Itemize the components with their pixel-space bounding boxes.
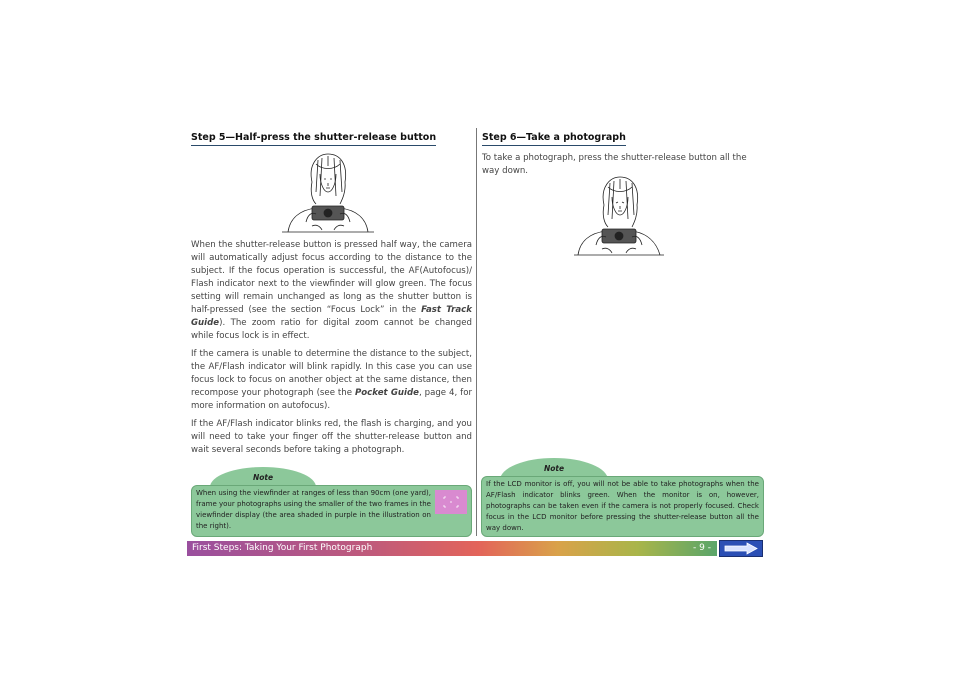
right-note-text: If the LCD monitor is off, you will not be able to take photographs when the AF/Flash indicator blinks green. When the monitor is on, however, photographs can be taken even if the camera is not properly focused. Check focus in the LCD monitor before pressing the shutter-release button all the way down. <box>486 480 759 532</box>
pocket-guide-ref: Pocket Guide <box>354 388 419 398</box>
right-note-label: Note <box>543 464 565 473</box>
right-arrow-icon <box>720 541 762 556</box>
step5-paragraph-2 <box>191 348 472 413</box>
step5-paragraph-1 <box>191 239 472 343</box>
left-note-text: When using the viewfinder at ranges of less than 90cm (one yard), frame your photographs using the smaller of the two frames in the viewfinder display (the area shaded in purple in the illustration on the right). <box>196 489 431 530</box>
left-note-tab <box>210 467 316 487</box>
footer-section-title: First Steps: Taking Your First Photograph <box>192 543 373 553</box>
page-number: - 9 - <box>693 543 711 553</box>
left-body <box>191 239 472 457</box>
step5-paragraph-3: If the AF/Flash indicator blinks red, the flash is charging, and you will need to take your finger off the shutter-release button and wait several seconds before taking a photograph. <box>191 419 472 455</box>
footer-bar <box>187 541 717 556</box>
fast-track-guide-ref: Fast Track Guide <box>191 305 472 328</box>
woman-taking-photo-illustration <box>574 175 664 257</box>
left-note-label: Note <box>252 473 274 482</box>
para1-text-b: ). The zoom ratio for digital zoom cannot be changed while focus lock is in effect. <box>191 318 472 341</box>
right-note-box <box>481 476 764 537</box>
step6-heading: Step 6—Take a photograph <box>482 132 626 146</box>
para1-text-a: When the shutter-release button is pressed half way, the camera will automatically adjust focus according to the distance to the subject. If the focus operation is successful, the AF(Autofocus)/ Flash indicator next to the viewfinder will glow green. The focus setting will remain unchanged as long as the shutter button is half-pressed (see the section “Focus Lock” in the <box>191 240 472 315</box>
step6-intro: To take a photograph, press the shutter-release button all the way down. <box>482 153 747 176</box>
woman-holding-camera-illustration <box>282 152 374 234</box>
left-column <box>191 125 472 146</box>
viewfinder-frame-illustration <box>435 490 467 514</box>
next-page-button[interactable] <box>719 540 763 557</box>
column-divider <box>476 128 477 536</box>
left-note-box <box>191 485 472 537</box>
right-column <box>482 125 764 178</box>
step5-heading: Step 5—Half-press the shutter-release button <box>191 132 436 146</box>
para2-text-a: If the camera is unable to determine the distance to the subject, the AF/Flash indicator will blink rapidly. In this case you can use focus lock to focus on another object at the same distance, then recompose your photograph (see the <box>191 349 472 398</box>
para2-text-b: , page 4, for more information on autofocus). <box>191 388 472 411</box>
